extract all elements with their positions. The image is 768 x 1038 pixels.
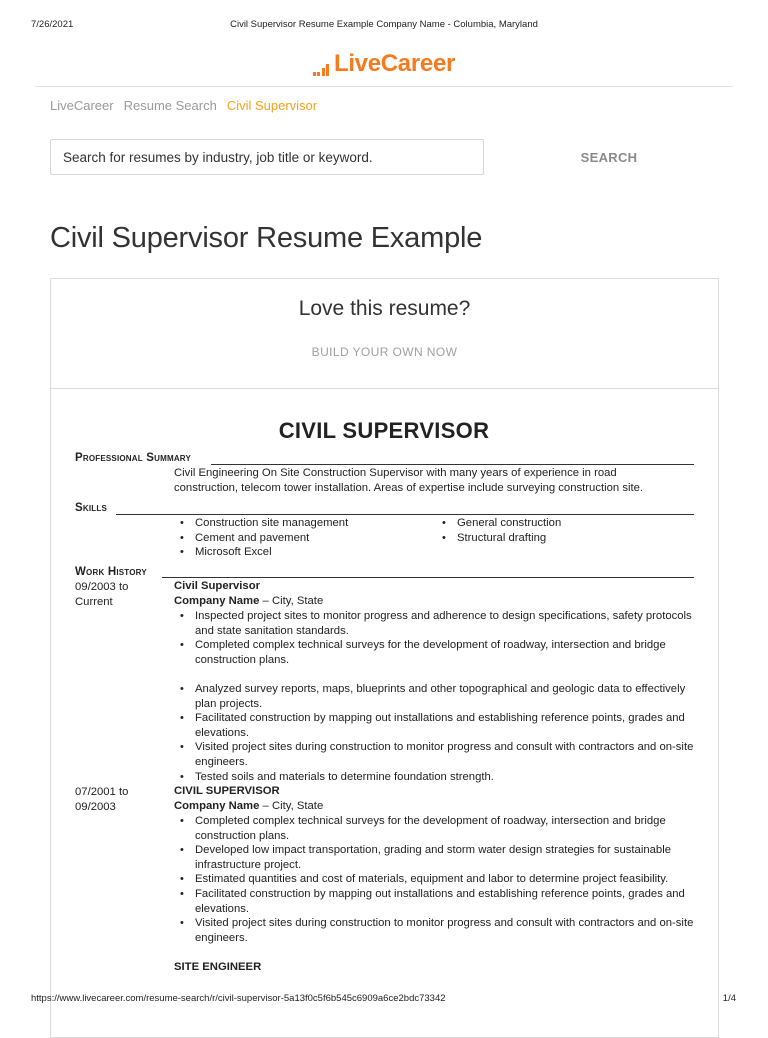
job-title: Civil Supervisor: [174, 580, 261, 592]
job-bullet: • Completed complex technical surveys for the development of roadway, intersection and bridge construction plans.: [174, 638, 702, 667]
print-title: Civil Supervisor Resume Example Company Name - Columbia, Maryland: [230, 19, 538, 30]
job-date-end: 09/2003: [75, 800, 116, 813]
company-name: Company Name: [174, 595, 260, 607]
job-bullet: • Facilitated construction by mapping out installations and establishing reference points, grades and elevations.: [174, 887, 702, 916]
job-bullets: [174, 609, 702, 667]
job-bullets: [174, 814, 702, 945]
logo-dots-icon: [313, 48, 331, 76]
skill-item: • General construction: [436, 516, 561, 531]
job-dates: [75, 785, 165, 814]
skill-item: • Cement and pavement: [174, 531, 348, 546]
breadcrumb-current: Civil Supervisor: [226, 98, 318, 113]
job-bullet: • Completed complex technical surveys for the development of roadway, intersection and bridge construction plans.: [174, 814, 702, 843]
breadcrumb: [50, 98, 317, 113]
breadcrumb-resume-search[interactable]: Resume Search: [123, 98, 217, 113]
job-date-start: 07/2001 to: [75, 786, 129, 798]
skills-heading: Skills: [75, 502, 107, 514]
summary-line: construction, telecom tower installation. Areas of expertise include surveying construction site.: [174, 481, 644, 494]
livecareer-logo[interactable]: [0, 48, 768, 78]
print-footer: [0, 993, 768, 1007]
print-date: 7/26/2021: [31, 19, 74, 30]
resume-name: CIVIL SUPERVISOR: [278, 418, 490, 443]
search-input[interactable]: Search for resumes by industry, job title or keyword.: [50, 139, 484, 175]
job-dates: [75, 580, 165, 609]
skill-item: • Structural drafting: [436, 531, 561, 546]
page-title: Civil Supervisor Resume Example: [50, 222, 483, 254]
job-bullet: • Developed low impact transportation, grading and storm water design strategies for sustainable infrastructure project.: [174, 843, 702, 872]
job-bullet: • Facilitated construction by mapping out installations and establishing reference points, grades and elevations.: [174, 711, 702, 740]
breadcrumb-livecareer[interactable]: LiveCareer: [50, 98, 114, 113]
job-date-start: 09/2003 to: [75, 581, 129, 593]
job-bullet: • Inspected project sites to monitor progress and adherence to design specifications, safety protocols and state sanitation standards.: [174, 609, 702, 638]
skills-rule: [116, 514, 694, 515]
company-name: Company Name: [174, 800, 260, 812]
header-divider: [35, 86, 733, 87]
job-bullet: • Analyzed survey reports, maps, blueprints and other topographical and geologic data to effectively plan projects.: [174, 682, 702, 711]
summary-line: Civil Engineering On Site Construction Supervisor with many years of experience in road: [174, 467, 617, 479]
skills-list-left: [174, 516, 348, 560]
skill-item: • Construction site management: [174, 516, 348, 531]
job-company: [174, 800, 323, 812]
company-location: – City, State: [259, 800, 324, 812]
skill-item: • Microsoft Excel: [174, 545, 348, 560]
love-this-resume-banner: [51, 279, 718, 389]
summary-text: [174, 466, 702, 495]
love-title: Love this resume?: [298, 297, 471, 320]
job-title: SITE ENGINEER: [174, 961, 262, 973]
job-date-end: Current: [75, 595, 113, 608]
job-bullets: [174, 682, 702, 784]
page-number: 1/4: [722, 993, 736, 1004]
print-header: [0, 19, 768, 33]
job-bullet: • Visited project sites during construction to monitor progress and consult with contractors and on-site engineers.: [174, 740, 702, 769]
company-location: – City, State: [259, 595, 324, 607]
work-history-heading: Work History: [75, 566, 147, 578]
job-bullet: • Tested soils and materials to determine foundation strength.: [174, 770, 702, 785]
build-your-own-button[interactable]: BUILD YOUR OWN NOW: [311, 345, 458, 359]
job-company: [174, 595, 323, 607]
logo-text: LiveCareer: [333, 50, 456, 77]
job-bullet: • Estimated quantities and cost of materials, equipment and labor to determine project feasibility.: [174, 872, 702, 887]
summary-heading: Professional Summary: [75, 452, 192, 464]
job-bullet: • Visited project sites during construction to monitor progress and consult with contractors and on-site engineers.: [174, 916, 702, 945]
job-title: CIVIL SUPERVISOR: [174, 785, 280, 797]
work-history-rule: [162, 577, 694, 578]
print-url: https://www.livecareer.com/resume-search/r/civil-supervisor-5a13f0c5f6b545c6909a6ce2bdc73342: [31, 993, 446, 1004]
search-button[interactable]: SEARCH: [580, 150, 638, 165]
summary-rule: [211, 464, 694, 465]
skills-list-right: [436, 516, 561, 545]
